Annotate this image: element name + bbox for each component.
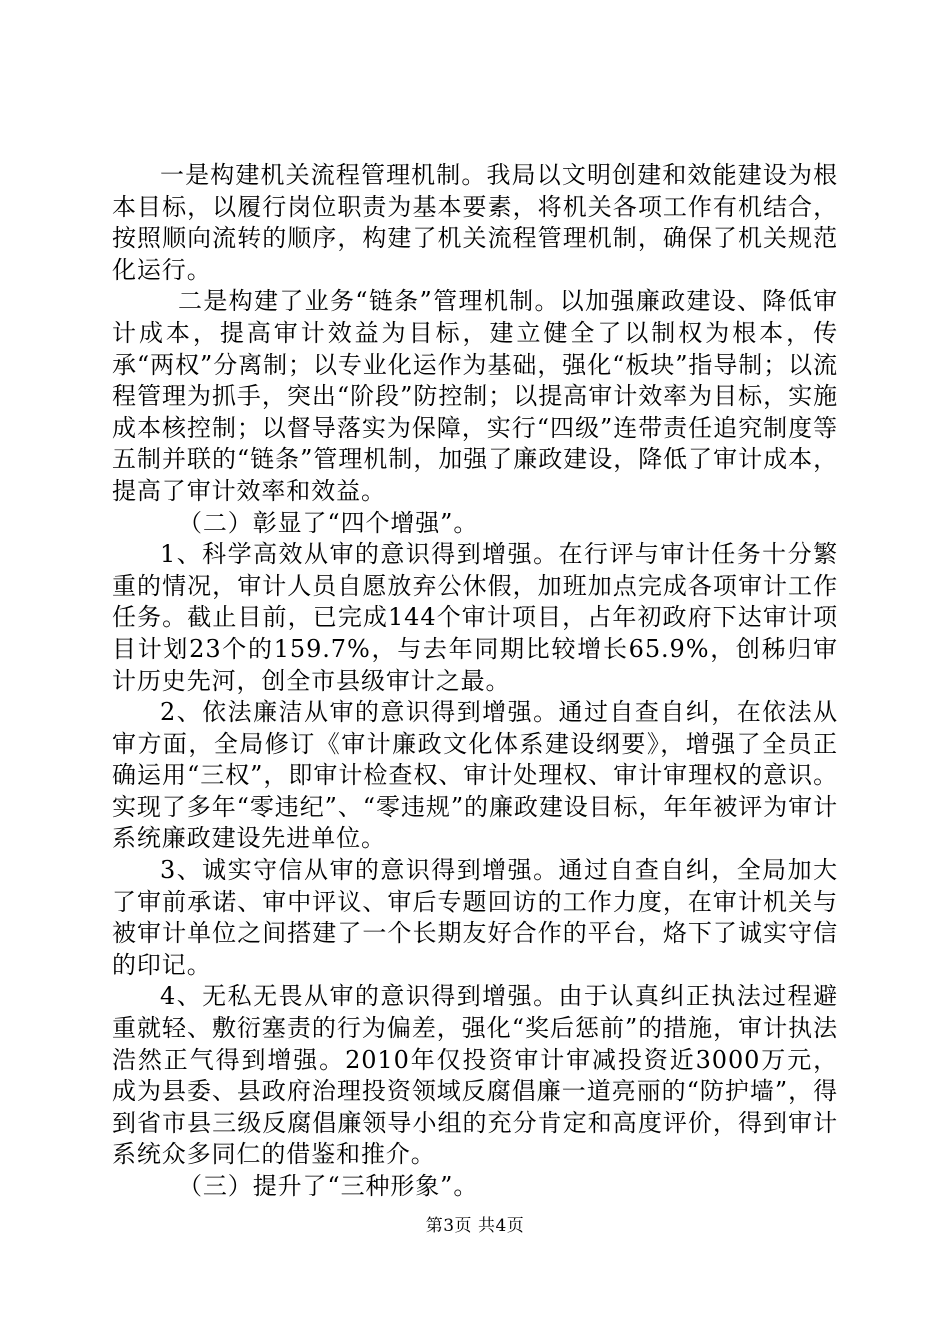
- section-heading-four-enhancements: （二）彰显了“四个增强”。: [178, 508, 479, 537]
- paragraph-enhancement-1: 1、科学高效从审的意识得到增强。在行评与审计任务十分繁重的情况，审计人员自愿放弃公休假，加班加点完成各项审计工作任务。截止目前，已完成144个审计项目，占年初政府下达审计项目计划23个的159.7%，与去年同期比较增长65.9%，创秭归审计历史先河，创全市县级审计之最。: [112, 540, 838, 695]
- page-number-footer: 第3页 共4页: [425, 1216, 525, 1236]
- section-heading-three-images: （三）提升了“三种形象”。: [178, 1172, 479, 1200]
- paragraph-enhancement-4: 4、无私无畏从审的意识得到增强。由于认真纠正执法过程避重就轻、敷衍塞责的行为偏差，强化“奖后惩前”的措施，审计执法浩然正气得到增强。2010年仅投资审计审减投资近3000万元，成为县委、县政府治理投资领域反腐倡廉一道亮丽的“防护墙”，得到省市县三级反腐倡廉领导小组的充分肯定和高度评价，得到审计系统众多同仁的借鉴和推介。: [112, 982, 838, 1169]
- paragraph-mechanism-1: 一是构建机关流程管理机制。我局以文明创建和效能建设为根本目标，以履行岗位职责为基本要素，将机关各项工作有机结合，按照顺向流转的顺序，构建了机关流程管理机制，确保了机关规范化运行。: [112, 161, 838, 284]
- document-body: [112, 160, 838, 1203]
- paragraph-enhancement-3: 3、诚实守信从审的意识得到增强。通过自查自纠，全局加大了审前承诺、审中评议、审后专题回访的工作力度，在审计机关与被审计单位之间搭建了一个长期友好合作的平台，烙下了诚实守信的印记。: [112, 856, 838, 979]
- paragraph-enhancement-2: 2、依法廉洁从审的意识得到增强。通过自查自纠，在依法从审方面，全局修订《审计廉政文化体系建设纲要》，增强了全员正确运用“三权”，即审计检查权、审计处理权、审计审理权的意识。实现了多年“零违纪”、“零违规”的廉政建设目标，年年被评为审计系统廉政建设先进单位。: [112, 698, 838, 853]
- paragraph-mechanism-2: 二是构建了业务“链条”管理机制。以加强廉政建设、降低审计成本，提高审计效益为目标，建立健全了以制权为根本，传承“两权”分离制；以专业化运作为基础，强化“板块”指导制；以流程管理为抓手，突出“阶段”防控制；以提高审计效率为目标，实施成本核控制；以督导落实为保障，实行“四级”连带责任追究制度等五制并联的“链条”管理机制，加强了廉政建设，降低了审计成本，提高了审计效率和效益。: [112, 287, 838, 505]
